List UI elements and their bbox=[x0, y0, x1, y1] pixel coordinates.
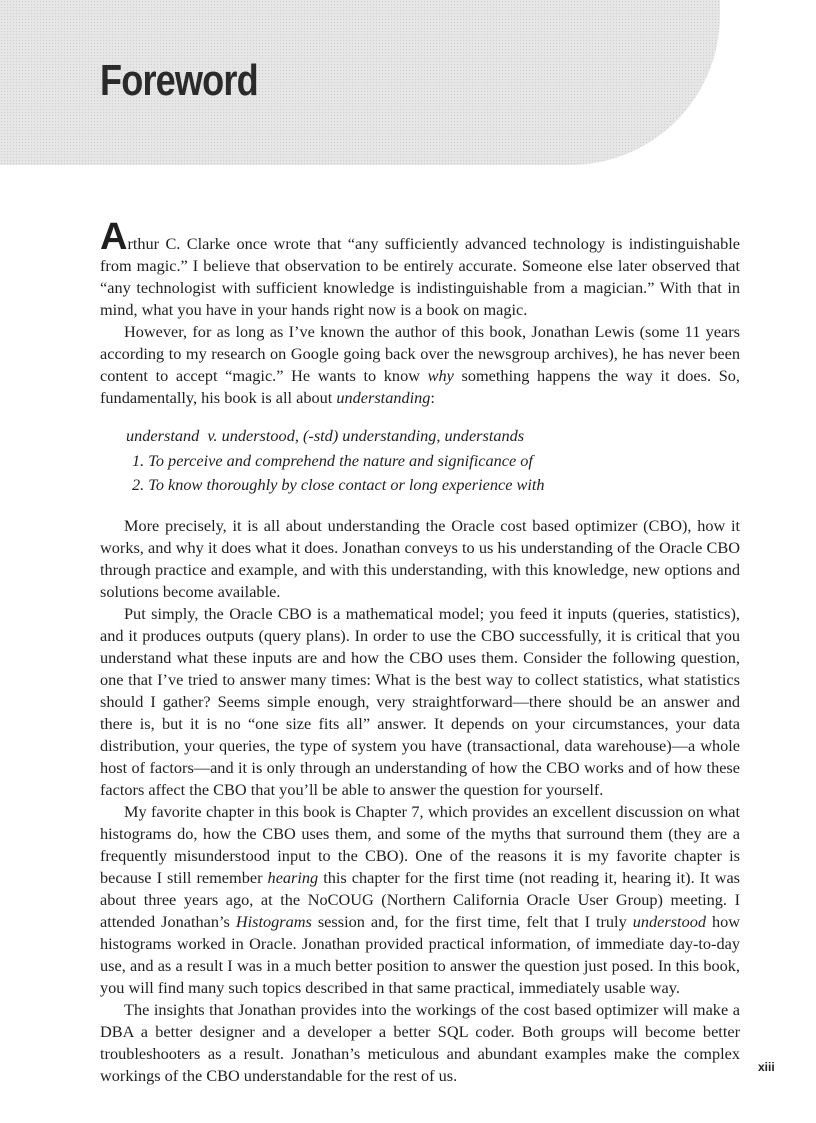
foreword-body bbox=[100, 216, 741, 1087]
paragraph-5-text-d: how histograms worked in Oracle. Jonathan provided practical information, of immediate day-to-day use, and as a result I was in a much better position to answer the question just posed. In this book, you will find many such topics described in that same practical, immediately usable way. bbox=[100, 912, 741, 997]
emphasis-hearing: hearing bbox=[267, 868, 319, 887]
emphasis-histograms: Histograms bbox=[235, 912, 312, 931]
paragraph-5-text-a: My favorite chapter in this book is Chapter 7, which provides an excellent discussion on what histograms do, how the CBO uses them, and some of the myths that surround them (they are a frequently misunderstood input to the CBO). One of the reasons it is my favorite chapter is because I still remember bbox=[100, 802, 740, 887]
definition-headword: understand bbox=[126, 426, 200, 445]
paragraph-2-text-c: : bbox=[430, 388, 435, 407]
emphasis-understanding: understanding bbox=[336, 388, 431, 407]
emphasis-understood: understood bbox=[632, 912, 706, 931]
paragraph-2-text-a: However, for as long as I’ve known the author of this book, Jonathan Lewis (some 11 years according to my research on Google going back over the newsgroup archives), he has never been content to accept “magic.” He wants to know bbox=[100, 322, 740, 385]
drop-cap: A bbox=[100, 216, 128, 258]
paragraph-2-text-b: something happens the way it does. So, fundamentally, his book is all about bbox=[100, 366, 740, 407]
paragraph-1 bbox=[100, 216, 740, 321]
paragraph-2 bbox=[100, 321, 740, 409]
paragraph-1-text: rthur C. Clarke once wrote that “any sufficiently advanced technology is indistinguishable from magic.” I believe that observation to be entirely accurate. Someone else later observed that “any technologist with sufficient knowledge is indistinguishable from a magician.” With that in mind, what you have in your hands right now is a book on magic. bbox=[100, 234, 740, 319]
chapter-title: Foreword bbox=[100, 56, 258, 105]
paragraph-3: More precisely, it is all about understanding the Oracle cost based optimizer (CBO), how it works, and why it does what it does. Jonathan conveys to us his understanding of the Oracle CBO through practice and example, and with this understanding, with this knowledge, new options and solutions become available. bbox=[100, 516, 740, 601]
definition-senses bbox=[126, 449, 740, 497]
page-number: xiii bbox=[758, 1060, 775, 1074]
paragraph-5-text-c: session and, for the first time, felt that I truly bbox=[311, 912, 633, 931]
definition-headline bbox=[126, 425, 740, 447]
dictionary-definition bbox=[126, 425, 740, 497]
definition-sense: 1. To perceive and comprehend the nature and significance of bbox=[132, 451, 533, 470]
paragraph-5-text-b: this chapter for the first time (not reading it, hearing it). It was about three years ago, at the NoCOUG (Northern California Oracle User Group) meeting. I attended Jonathan’s bbox=[100, 868, 741, 931]
paragraph-5 bbox=[100, 801, 740, 999]
paragraph-4: Put simply, the Oracle CBO is a mathematical model; you feed it inputs (queries, statistics), and it produces outputs (query plans). In order to use the CBO successfully, it is critical that you understand what these inputs are and how the CBO uses them. Consider the following question, one that I’ve tried to answer many times: What is the best way to collect statistics, what statistics should I gather? Seems simple enough, very straightforward—there should be an answer and there is, but it is no “one size fits all” answer. It depends on your circumstances, your data distribution, your queries, the type of system you have (transactional, data warehouse)—a whole host of factors—and it is only through an understanding of how the CBO works and of how these factors affect the CBO that you’ll be able to answer the question for yourself. bbox=[100, 604, 740, 799]
definition-sense: 2. To know thoroughly by close contact or long experience with bbox=[132, 475, 545, 494]
definition-forms: v. understood, (-std) understanding, understands bbox=[207, 426, 525, 445]
paragraph-6: The insights that Jonathan provides into the workings of the cost based optimizer will make a DBA a better designer and a developer a better SQL coder. Both groups will become better troubleshooters as a result. Jonathan’s meticulous and abundant examples make the complex workings of the CBO understandable for the rest of us. bbox=[100, 1000, 740, 1085]
emphasis-why: why bbox=[427, 366, 454, 385]
